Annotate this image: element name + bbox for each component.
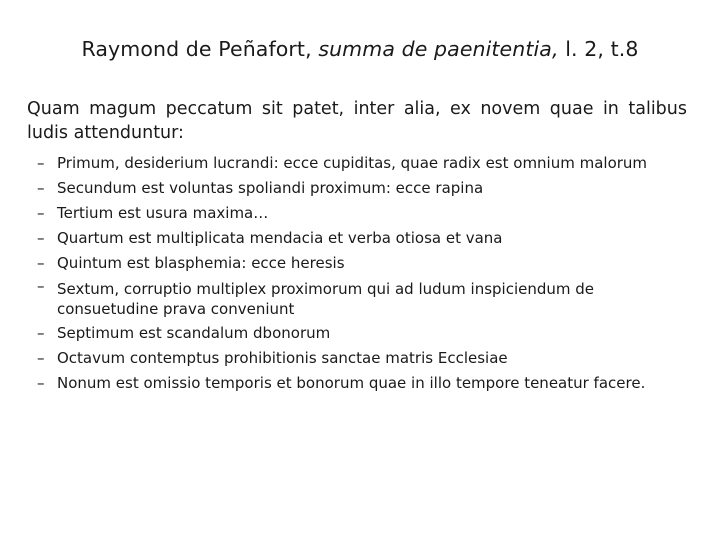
title-reference: l. 2, t.8 xyxy=(565,37,639,61)
intro-paragraph: Quam magum peccatum sit patet, inter alia, ex novem quae in talibus ludis attenduntur: xyxy=(27,99,687,143)
bullet-list xyxy=(37,151,697,396)
list-item-text: Sextum, corruptio multiplex proximorum qui ad ludum inspiciendum de consuetudine prava conveniunt xyxy=(57,280,595,318)
list-item-text: Primum, desiderium lucrandi: ecce cupiditas, quae radix est omnium malorum xyxy=(57,154,648,172)
list-item-text: Tertium est usura maxima… xyxy=(57,204,269,222)
dash-bullet-icon: – xyxy=(37,204,45,222)
list-item xyxy=(37,151,697,176)
dash-bullet-icon: – xyxy=(37,324,45,342)
dash-bullet-icon: – xyxy=(37,277,45,295)
list-item xyxy=(37,251,697,276)
title-work: summa de paenitentia, xyxy=(318,37,559,61)
list-item xyxy=(37,321,697,346)
list-item-text: Quartum est multiplicata mendacia et verba otiosa et vana xyxy=(57,229,503,247)
list-item-text: Secundum est voluntas spoliandi proximum: ecce rapina xyxy=(57,179,484,197)
list-item xyxy=(37,346,697,371)
list-item-text: Septimum est scandalum dbonorum xyxy=(57,324,331,342)
slide-title xyxy=(0,36,720,62)
title-author: Raymond de Peñafort, xyxy=(81,37,312,61)
list-item-text: Nonum est omissio temporis et bonorum quae in illo tempore teneatur facere. xyxy=(57,374,646,392)
dash-bullet-icon: – xyxy=(37,374,45,392)
dash-bullet-icon: – xyxy=(37,229,45,247)
list-item xyxy=(37,176,697,201)
list-item xyxy=(37,276,697,321)
list-item xyxy=(37,201,697,226)
list-item-text: Quintum est blasphemia: ecce heresis xyxy=(57,254,345,272)
list-item-text: Octavum contemptus prohibitionis sanctae matris Ecclesiae xyxy=(57,349,508,367)
dash-bullet-icon: – xyxy=(37,254,45,272)
dash-bullet-icon: – xyxy=(37,154,45,172)
list-item xyxy=(37,371,697,396)
list-item xyxy=(37,226,697,251)
dash-bullet-icon: – xyxy=(37,179,45,197)
dash-bullet-icon: – xyxy=(37,349,45,367)
